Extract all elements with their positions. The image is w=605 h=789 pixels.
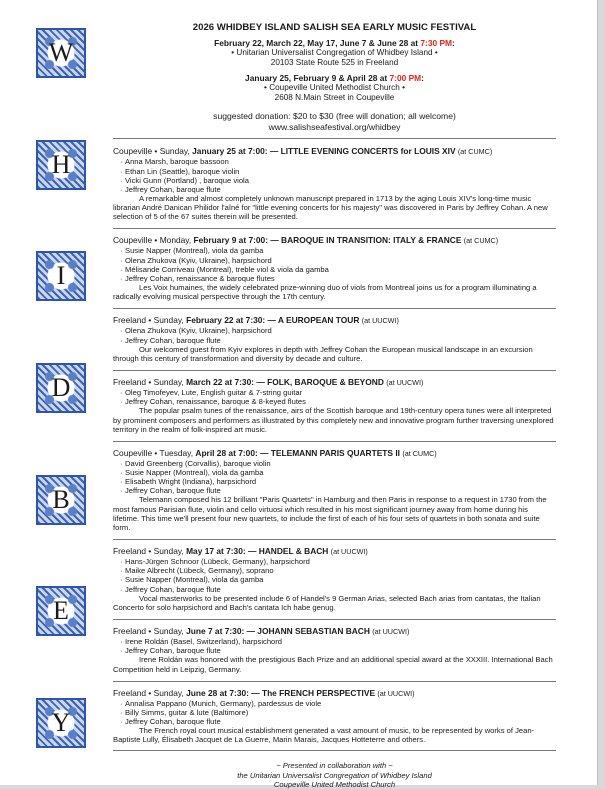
musician-item bbox=[113, 468, 556, 477]
freeland-venue-address: 20103 State Route 525 in Freeland bbox=[270, 58, 399, 67]
musician-item bbox=[113, 637, 556, 646]
musician-item bbox=[113, 486, 556, 495]
musician-item bbox=[113, 646, 556, 655]
letter-tile: D bbox=[36, 363, 86, 413]
bullet-icon: · bbox=[120, 388, 123, 398]
divider bbox=[113, 619, 556, 620]
musician-name: Jeffrey Cohan, baroque flute bbox=[125, 584, 221, 594]
concert-description: Telemann composed his 12 brilliant "Paris Quartets" in Hamburg and then Paris in response to a request in 1730 from the most famous Parisian flute, violin and cello virtuosi which resulted in his most significant journey away from home during his lifetime. This time we'll present four new quartets, to include the first of each of his four sets of quartets in both sonata and suite form. bbox=[113, 495, 547, 532]
musician-item bbox=[113, 477, 556, 486]
concert-description: A remarkable and almost completely unknown manuscript prepared in 1713 by the aging Louis XIV's long-time music librarian André Danican Philidor l'aîné for "little evening concerts for his majesty" was discovered in Paris by Jeffrey Cohan. A new selection of 5 of the 67 suites therein will be presented. bbox=[113, 193, 548, 221]
concert-location: (at UUCWI) bbox=[361, 316, 399, 326]
concert-date: April 28 at 7:00: bbox=[195, 447, 258, 458]
letter-tile: E bbox=[36, 586, 86, 636]
musician-item bbox=[113, 326, 556, 335]
musician-name: Anna Marsh, baroque bassoon bbox=[125, 157, 229, 167]
musician-item bbox=[113, 717, 556, 726]
musician-name: Ethan Lin (Seattle), baroque violin bbox=[125, 166, 240, 176]
concert-date: June 7 at 7:30: bbox=[186, 625, 245, 636]
musician-item bbox=[113, 388, 556, 397]
bullet-icon: · bbox=[120, 175, 123, 185]
concert-heading bbox=[113, 626, 556, 637]
bullet-icon: · bbox=[120, 335, 123, 345]
concert-description: Vocal masterworks to be presented include 6 of Handel's 9 German Arias, selected Bach arias from cantatas, the Italian Concerto for solo harpsichord and Bach's cantata Ich habe genug. bbox=[113, 593, 541, 612]
bullet-icon: · bbox=[120, 273, 123, 283]
musician-name: Susie Napper (Montreal), viola da gamba bbox=[125, 246, 264, 256]
musician-name: Maike Albrecht (Lübeck, Germany), soprano bbox=[125, 566, 274, 576]
concert-entry bbox=[113, 228, 556, 301]
concert-list bbox=[113, 146, 556, 744]
concert-description: The popular psalm tunes of the renaissance, airs of the Scottish baroque and 19th-century opera tunes were all interpreted by prominent composers and performers as illustrated by this completely new and innovative program further traversing unexplored territory in the realm of folk-inspired art music. bbox=[113, 406, 554, 434]
coupeville-venue-name: • Coupeville United Methodist Church • bbox=[264, 83, 405, 92]
musician-item bbox=[113, 708, 556, 717]
bullet-icon: · bbox=[120, 584, 123, 594]
musician-name: Jeffrey Cohan, baroque flute bbox=[125, 184, 221, 194]
footer-line: the Unitarian Universalist Congregation of Whidbey Island bbox=[237, 770, 432, 780]
concert-location: (at UUCWI) bbox=[330, 546, 368, 556]
flyer-content bbox=[113, 22, 556, 789]
concert-title: — TELEMANN PARIS QUARTETS II bbox=[260, 447, 400, 458]
musician-name: Mélisande Corriveau (Montreal), treble viol & viola da gamba bbox=[125, 264, 329, 274]
concert-title: — JOHANN SEBASTIAN BACH bbox=[246, 625, 370, 636]
bullet-icon: · bbox=[120, 397, 123, 407]
concert-heading bbox=[113, 315, 556, 326]
divider bbox=[113, 370, 556, 371]
divider bbox=[113, 750, 556, 751]
concert-location: (at CUMC) bbox=[463, 236, 499, 246]
freeland-time: 7:30 PM bbox=[420, 38, 453, 48]
letter-tile: I bbox=[36, 251, 86, 301]
concert-place-day: Coupeville • Tuesday, bbox=[113, 447, 196, 458]
concert-date: March 22 at 7:30: bbox=[186, 376, 255, 387]
musician-name: Hans-Jürgen Schnoor (Lübeck, Germany), harpsichord bbox=[125, 557, 310, 567]
concert-description: The French royal court musical establishment generated a vast amount of music, to be represented by works of Jean-Baptiste Lully, Élisabeth Jacquet de La Guerre, Marin Marais, Jacques Hotteterre and others. bbox=[113, 726, 535, 745]
concert-place-day: Coupeville • Sunday, bbox=[113, 146, 193, 156]
bullet-icon: · bbox=[120, 575, 123, 585]
bullet-icon: · bbox=[120, 646, 123, 656]
musician-item bbox=[113, 336, 556, 345]
musician-name: Oleg Timofeyev, Lute, English guitar & 7-string guitar bbox=[125, 388, 303, 398]
musician-item bbox=[113, 176, 556, 185]
bullet-icon: · bbox=[120, 566, 123, 576]
concert-title: — The FRENCH PERSPECTIVE bbox=[251, 687, 376, 698]
concert-place-day: Freeland • Sunday, bbox=[113, 376, 187, 387]
musician-name: Billy Simms, guitar & lute (Baltimore) bbox=[125, 708, 249, 718]
musician-name: Jeffrey Cohan, renaissance, baroque & 8-keyed flutes bbox=[125, 397, 306, 407]
bullet-icon: · bbox=[120, 184, 123, 194]
concert-entry bbox=[113, 370, 556, 434]
concert-date: February 22 at 7:30: bbox=[186, 315, 266, 326]
concert-heading bbox=[113, 377, 556, 388]
musician-item bbox=[113, 557, 556, 566]
concert-location: (at UUCWI) bbox=[386, 377, 424, 387]
bullet-icon: · bbox=[120, 166, 123, 176]
musician-item bbox=[113, 699, 556, 708]
concert-location: (at CUMC) bbox=[457, 147, 493, 156]
musician-name: Olena Zhukova (Kyiv, Ukraine), harpsichord bbox=[125, 326, 272, 336]
concert-entry bbox=[113, 441, 556, 532]
concert-date: February 9 at 7:00: bbox=[193, 235, 269, 246]
concert-description: Irene Roldán was honored with the prestigious Bach Prize and an additional special award at the XXXIII. International Bach Competition held in Leipzig, Germany. bbox=[113, 655, 553, 674]
concert-heading bbox=[113, 235, 556, 246]
concert-date: June 28 at 7:30: bbox=[186, 687, 249, 698]
concert-title: — A EUROPEAN TOUR bbox=[267, 315, 360, 326]
musician-name: Annalisa Pappano (Munich, Germany), pardessus de viole bbox=[125, 699, 322, 708]
bullet-icon: · bbox=[120, 264, 123, 274]
divider bbox=[113, 539, 556, 540]
musician-item bbox=[113, 566, 556, 575]
concert-place-day: Freeland • Sunday, bbox=[113, 687, 187, 698]
footer-line: Coupeville United Methodist Church bbox=[273, 779, 396, 789]
bullet-icon: · bbox=[120, 557, 123, 567]
footer-line: ~ Presented in collaboration with ~ bbox=[276, 761, 393, 771]
divider bbox=[113, 681, 556, 682]
musician-name: Jeffrey Cohan, baroque flute bbox=[125, 646, 221, 656]
bullet-icon: · bbox=[120, 326, 123, 336]
freeland-venue-name: • Unitarian Universalist Congregation of Whidbey Island • bbox=[231, 48, 438, 57]
concert-place-day: Freeland • Sunday, bbox=[113, 545, 187, 556]
freeland-dates: February 22, March 22, May 17, June 7 & June 28 at 7:30 PM: bbox=[214, 38, 455, 48]
musician-name: Susie Napper (Montreal), viola da gamba bbox=[125, 575, 264, 585]
musician-item bbox=[113, 585, 556, 594]
festival-title: 2026 WHIDBEY ISLAND SALISH SEA EARLY MUSIC FESTIVAL bbox=[192, 22, 477, 33]
bullet-icon: · bbox=[120, 637, 123, 647]
bullet-icon: · bbox=[120, 255, 123, 265]
bullet-icon: · bbox=[120, 477, 123, 487]
concert-heading bbox=[113, 546, 556, 557]
musician-item bbox=[113, 459, 556, 468]
bullet-icon: · bbox=[120, 246, 123, 256]
musician-name: Jeffrey Cohan, baroque flute bbox=[125, 717, 221, 727]
concert-title: — LITTLE EVENING CONCERTS for LOUIS XIV bbox=[269, 146, 456, 156]
coupeville-venue-address: 2608 N.Main Street in Coupeville bbox=[274, 93, 395, 102]
bullet-icon: · bbox=[120, 699, 123, 708]
concert-description: Our welcomed guest from Kyiv explores in depth with Jeffrey Cohan the European musical landscape in an excursion through this century of transformation and diversity by decade and culture. bbox=[113, 344, 533, 363]
musician-name: Susie Napper (Montreal), viola da gamba bbox=[125, 468, 264, 478]
musician-name: Jeffrey Cohan, baroque flute bbox=[125, 335, 221, 345]
concert-date: May 17 at 7:30: bbox=[186, 545, 246, 556]
concert-title: — HANDEL & BACH bbox=[248, 545, 329, 556]
musician-name: Olena Zhukova (Kyiv, Ukraine), harpsichord bbox=[125, 255, 272, 265]
musician-item bbox=[113, 274, 556, 283]
musician-item bbox=[113, 157, 556, 166]
bullet-icon: · bbox=[120, 157, 123, 167]
coupeville-time: 7:00 PM bbox=[389, 73, 422, 83]
website-link[interactable]: www.salishseafestival.org/whidbey bbox=[268, 121, 401, 132]
musician-name: Elisabeth Wright (Indiana), harpsichord bbox=[125, 477, 257, 487]
concert-title: — BAROQUE IN TRANSITION: ITALY & FRANCE bbox=[270, 235, 462, 246]
musician-item bbox=[113, 246, 556, 255]
letter-tile: W bbox=[36, 28, 86, 78]
musician-item bbox=[113, 265, 556, 274]
concert-entry bbox=[113, 539, 556, 612]
concert-place-day: Freeland • Sunday, bbox=[113, 625, 187, 636]
concert-entry bbox=[113, 619, 556, 674]
musician-item bbox=[113, 256, 556, 265]
concert-location: (at UUCWI) bbox=[377, 688, 415, 698]
concert-heading bbox=[113, 146, 556, 157]
bullet-icon: · bbox=[120, 459, 123, 469]
suggested-donation: suggested donation: $20 to $30 (free will donation; all welcome) bbox=[213, 111, 456, 121]
coupeville-dates: January 25, February 9 & April 28 at 7:00 PM: bbox=[245, 73, 424, 83]
musician-item bbox=[113, 185, 556, 194]
divider bbox=[113, 441, 556, 442]
musician-name: Irene Roldán (Basel, Switzerland), harpsichord bbox=[125, 637, 283, 647]
bullet-icon: · bbox=[120, 468, 123, 478]
concert-location: (at UUCWI) bbox=[372, 626, 410, 636]
concert-heading bbox=[113, 688, 556, 699]
musician-item bbox=[113, 575, 556, 584]
divider bbox=[113, 228, 556, 229]
letter-tile: H bbox=[36, 140, 86, 190]
bullet-icon: · bbox=[120, 717, 123, 727]
musician-name: Vicki Gunn (Portland) , baroque viola bbox=[125, 175, 249, 185]
musician-name: Jeffrey Cohan, renaissance & baroque flutes bbox=[125, 273, 275, 283]
divider bbox=[113, 138, 556, 139]
whidbey-letter-tiles bbox=[36, 28, 86, 748]
concert-entry bbox=[113, 146, 556, 221]
bullet-icon: · bbox=[120, 708, 123, 718]
concert-entry bbox=[113, 681, 556, 745]
concert-description: Les Voix humaines, the widely celebrated prize-winning duo of viols from Montreal joins us for a program illuminating a radically evolving musical perspective through the 17th century. bbox=[113, 282, 537, 301]
concert-location: (at CUMC) bbox=[402, 448, 437, 458]
letter-tile: B bbox=[36, 475, 86, 525]
bullet-icon: · bbox=[120, 486, 123, 496]
concert-place-day: Coupeville • Monday, bbox=[113, 235, 194, 246]
musician-name: David Greenberg (Corvallis), baroque violin bbox=[125, 459, 271, 469]
concert-place-day: Freeland • Sunday, bbox=[113, 315, 187, 326]
musician-item bbox=[113, 397, 556, 406]
concert-title: — FOLK, BAROQUE & BEYOND bbox=[256, 376, 384, 387]
concert-heading bbox=[113, 448, 556, 459]
musician-item bbox=[113, 167, 556, 176]
musician-name: Jeffrey Cohan, baroque flute bbox=[125, 486, 221, 496]
concert-entry bbox=[113, 308, 556, 363]
letter-tile: Y bbox=[36, 698, 86, 748]
divider bbox=[113, 308, 556, 309]
concert-date: January 25 at 7:00: bbox=[192, 146, 268, 156]
